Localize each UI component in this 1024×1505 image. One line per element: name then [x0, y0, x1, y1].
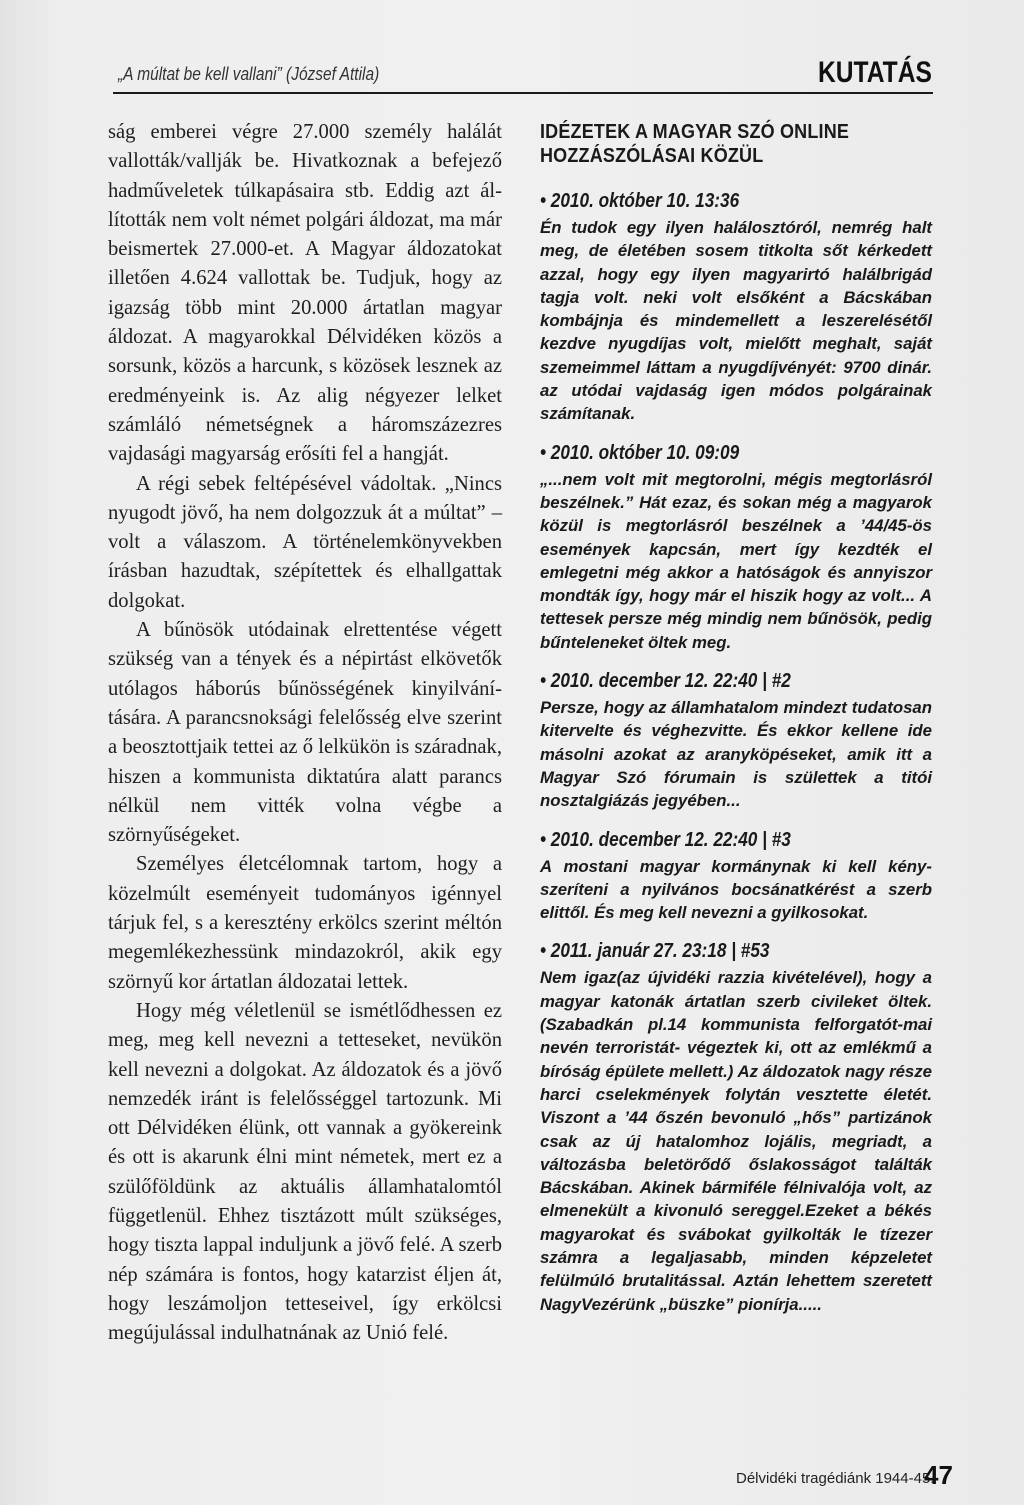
- comment-entry: [540, 440, 932, 654]
- comment-text: Nem igaz(az újvidéki razzia kivételével), hogy a magyar katonák ártatlan szerb civileket öltek.(Szabadkán pl.14 kommunista felforgatót-mai nevén terroristát- végeztek ki, ott az emlékmű a bíróság épülete mellett.) Az áldozatok nagy része harci cselekmények folytán vesztette életét. Viszont a ’44 őszén bevonuló „hős” partizánok csak az új hatalomhoz lojális, megriadt, a változásba beletörődő őslakosságot találták Bácskában. Akinek bármiféle félnivalója volt, az elmenekült a kivonuló sereggel.Ezeket a békés magyarokat és svábokat gyilkolták le tízezer számra a legaljasabb, minden képzeletet felülmúló brutalitással. Aztán lehettem szeretett NagyVezérünk „büszke” pionírja.....: [540, 968, 932, 1314]
- comment-text: Persze, hogy az államhatalom mindezt tudatosan kitervelte és véghezvitte. És ekkor kellene ide másolni azokat az aranyköpéseket, amik itt a Magyar Szó fórumain is születtek a titói nosztalgiázás jegyében...: [540, 698, 932, 811]
- comment-timestamp: • 2010. december 12. 22:40 | #3: [540, 828, 791, 851]
- comment-entry: [540, 938, 932, 1315]
- footer-publication-title: Délvidéki tragédiánk 1944-45.: [736, 1470, 935, 1487]
- running-header-title: „A múltat be kell vallani” (József Attila): [118, 64, 380, 84]
- comment-text: A mostani magyar kormánynak ki kell kényszeríteni a nyilvános bocsánatkérést a szerb elittől. És meg kell nevezni a gyilkosokat.: [540, 856, 932, 923]
- comment-entry: [540, 827, 932, 925]
- page-number: 47: [924, 1460, 953, 1490]
- header-rule: [113, 92, 933, 94]
- paragraph: Személyes életcélomnak tartom, hogy a közelmúlt eseményeit tudományos igénnyel tárjuk fel, s a keresztény erkölcs szerint méltón megemlékezhessünk mindazokról, akik egy szörnyű kor ártatlan áldozatai lettek.: [108, 853, 502, 993]
- paragraph: A bűnösök utódainak elrettentése végett szükség van a tények és a népirtást elkövetők utólagos háborús bűnösségének kinyilvánítására. A parancsnoksági felelősség elve szerint a beosztottjaik tettei az ő lelkükön is száradnak, hiszen a kommunista diktatúra alatt parancs nélkül nem vitték volna végbe a szörnyűségeket.: [108, 619, 502, 847]
- paragraph: ság emberei végre 27.000 személy halálát vallották/vallják be. Hivatkoznak a befejező hadműveletek túlkapásaira stb. Eddig azt állították nem volt német polgári áldozat, ma már beismertek 27.000-et. A Magyar áldozatokat illetően 4.624 vallottak be. Tudjuk, hogy az igazság több mint 20.000 ártatlan magyar áldozat. A magyarokkal Délvidéken közös a sorsunk, közös a harcunk, s közösek lesznek az eredményeink is. Az alig négyezer lelket számláló németségnek a háromszázezres vajdasági magyarság erősíti fel a hangját.: [108, 121, 502, 466]
- comment-entry: [540, 188, 932, 426]
- comment-text: Én tudok egy ilyen halálosztóról, nemrég halt meg, de életében sosem titkolta sőt kérkedett azzal, hogy egy ilyen magyarirtó halálbrigád tagja volt. neki volt elsőként a Bácskában kombájnja és mindemellett a leszerelésétől kezdve nyugdíjas volt, mielőtt meghalt, saját szemeimmel láttam a nyugdíjvényét: 9700 dinár. az utódai vajdaság igen módos polgárainak számítanak.: [540, 218, 932, 424]
- paragraph: Hogy még véletlenül se ismétlődhessen ez meg, meg kell nevezni a tetteseket, nevükön kell nevezni a dolgokat. Az áldozatok és a jövő nemzedék iránt is felelősséggel tartozunk. Mi ott Délvidéken élünk, ott vannak a gyökereink és ott is akarunk élni mint németek, mert ez a szülőföldünk az aktuális államhatalomtól függetlenül. Ehhez tisztázott múlt szükséges, hogy tiszta lappal induljunk a jövő felé. A szerb nép számára is fontos, hogy katarzist éljen át, hogy leszámoljon tetteseivel, így erkölcsi megújulással indulhatnának az Unió felé.: [108, 999, 502, 1345]
- comment-timestamp: • 2010. december 12. 22:40 | #2: [540, 670, 791, 693]
- quotes-sidebar: [540, 120, 932, 1316]
- comment-entry: [540, 668, 932, 812]
- comment-text: „...nem volt mit megtorolni, mégis megtorlásról beszélnek.” Hát ezaz, és sokan még a magyarok közül is megtorlásról beszélnek a ’44/45-ös események kapcsán, mert így kezdték el emlegetni még akkor a hatóságok és annyiszor mondták így, hogy már el hiszik hogy az volt... A tettesek persze még mindig nem bűnösök, pedig bűnteleneket öltek meg.: [540, 469, 932, 652]
- comment-timestamp: • 2010. október 10. 13:36: [540, 190, 740, 212]
- sidebar-heading: IDÉZETEK A MAGYAR SZÓ ONLINE HOZZÁSZÓLÁSAI KÖZÜL: [540, 121, 850, 167]
- paragraph: A régi sebek feltépésével vádoltak. „Nincs nyugodt jövő, ha nem dolgozzuk át a múltat” – volt a válaszom. A történelemkönyvekben írásban hazudtak, szépítettek és elhallgattak dolgokat.: [108, 472, 502, 612]
- comment-timestamp: • 2010. október 10. 09:09: [540, 441, 740, 464]
- comment-timestamp: • 2011. január 27. 23:18 | #53: [540, 940, 770, 963]
- section-label: KUTATÁS: [818, 56, 932, 89]
- main-text-column: [108, 118, 502, 1348]
